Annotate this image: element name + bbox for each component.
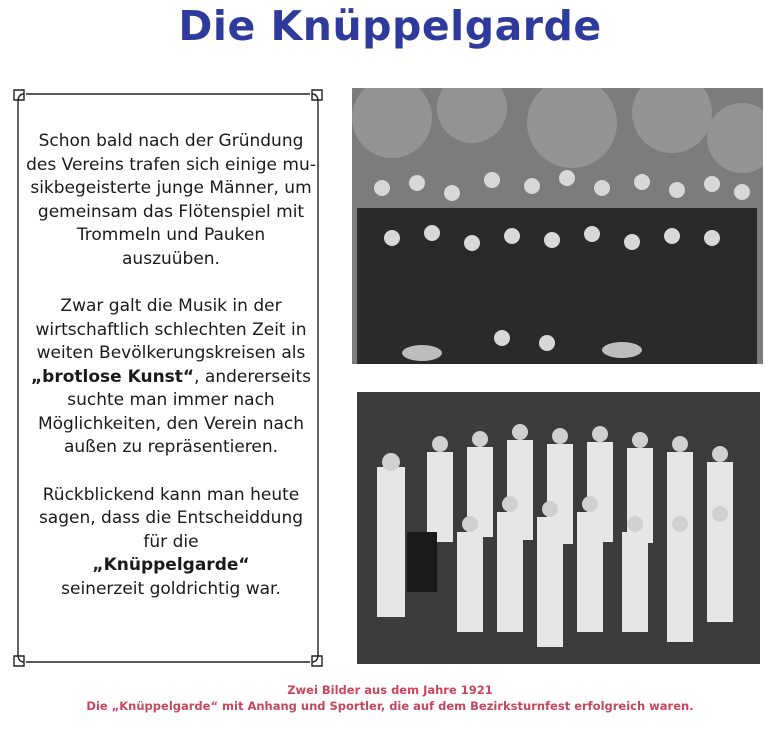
knueppelgarde-quote: „Knüppelgarde“ bbox=[92, 555, 250, 575]
paragraph-founding: Schon bald nach der Gründung des Vereins trafen sich einige mu-sikbegeisterte junge Männer, um gemeinsam das Flötenspiel mit Trommeln und Pauken auszuüben. bbox=[26, 131, 316, 269]
band-group-photo bbox=[352, 88, 763, 364]
page-title: Die Knüppelgarde bbox=[178, 2, 602, 50]
paragraph-retrospect-end: seinerzeit goldrichtig war. bbox=[61, 578, 281, 599]
text-frame bbox=[12, 88, 324, 668]
brotlose-kunst-quote: „brotlose Kunst“ bbox=[31, 366, 195, 387]
paragraph-music bbox=[26, 295, 316, 460]
paragraph-music-start: Zwar galt die Musik in der wirtschaftlich schlechten Zeit in weiten Bevölkerungskreisen als bbox=[35, 296, 307, 363]
paragraph-retrospect bbox=[26, 484, 316, 602]
paragraph-retrospect-start: Rückblickend kann man heute sagen, dass die Entscheiddung für die bbox=[38, 484, 304, 552]
paragraph-music-end: , andererseits suchte man immer nach Möglichkeiten, den Verein nach außen zu repräsentieren. bbox=[37, 366, 311, 457]
story-text bbox=[26, 130, 316, 625]
athletes-group-photo bbox=[357, 392, 760, 664]
caption-year: Zwei Bilder aus dem Jahre 1921 bbox=[287, 683, 493, 697]
caption-description: Die „Knüppelgarde“ mit Anhang und Sportler, die auf dem Bezirksturnfest erfolgreich waren. bbox=[86, 699, 694, 713]
